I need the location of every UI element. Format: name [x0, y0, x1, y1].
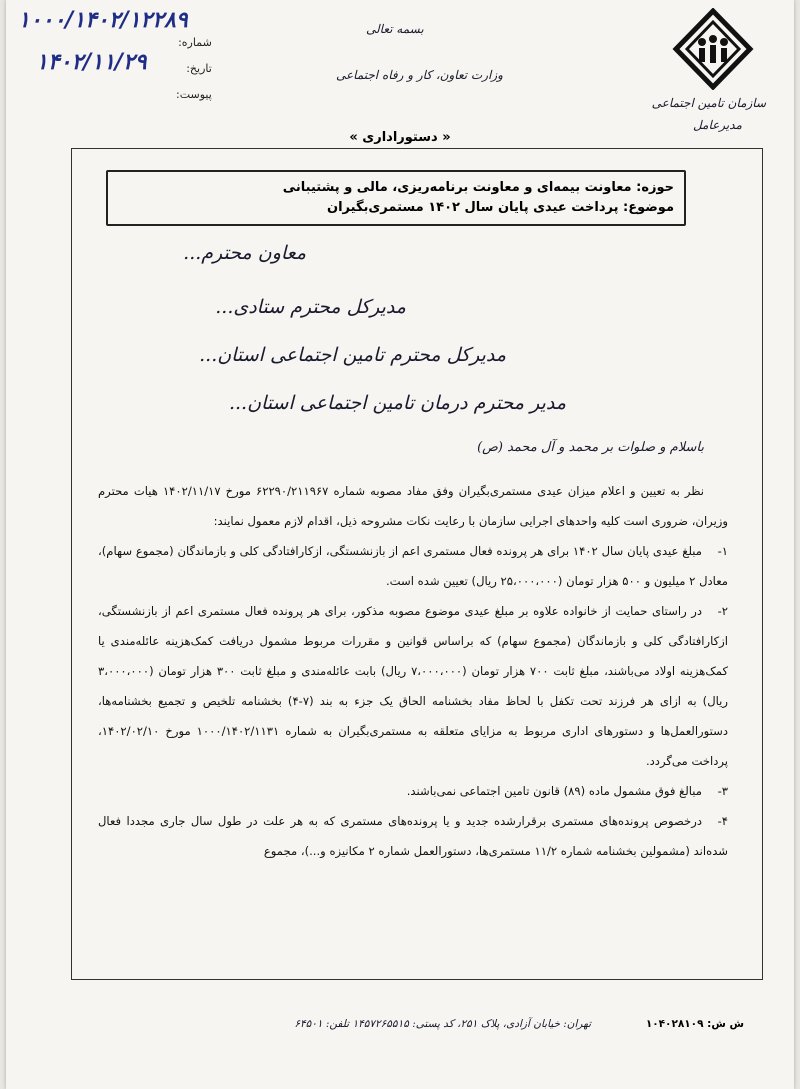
item-text: مبلغ عیدی پایان سال ۱۴۰۲ برای هر پرونده فعال مستمری اعم از بازنشستگی، ازکارافتادگی کلی و بازماندگان (مجموع سهام)، معادل ۲ میلیون و ۵۰۰ هزار تومان (۲۵،۰۰۰،۰۰۰ ریال) تعیین شده است. — [98, 544, 728, 588]
social-security-logo-icon — [672, 8, 754, 90]
item-number: ۴- — [717, 814, 728, 828]
bismillah: بسمه تعالی — [366, 22, 424, 36]
addressee-hq-director: مدیرکل محترم ستادی... — [215, 296, 406, 318]
org-role: مدیرعامل — [692, 118, 742, 132]
number-label: شماره: — [178, 36, 212, 49]
date-label: تاریخ: — [186, 62, 212, 75]
document-page — [6, 0, 794, 1089]
attachment-label: پیوست: — [176, 88, 212, 101]
list-item — [98, 806, 728, 866]
meta-labels — [176, 30, 212, 108]
addressee-deputy: معاون محترم... — [183, 242, 306, 264]
item-number: ۱- — [717, 544, 728, 558]
list-item — [98, 536, 728, 596]
subject-area: حوزه: معاونت بیمه‌ای و معاونت برنامه‌ریزی، مالی و پشتیبانی — [282, 180, 674, 195]
intro-paragraph: نظر به تعیین و اعلام میزان عیدی مستمری‌بگیران وفق مفاد مصوبه شماره ۶۲۲۹۰/۲۱۱۹۶۷ مورخ ۱۴۰۲/۱۱/۱۷ هیات محترم وزیران، ضروری است کلیه واحدهای اجرایی سازمان با رعایت نکات مشروحه ذیل، اقدام لازم معمول نمایند: — [98, 484, 728, 528]
letter-body — [98, 476, 728, 866]
addressee-province-director: مدیرکل محترم تامین اجتماعی استان... — [199, 344, 506, 366]
org-name: سازمان تامین اجتماعی — [651, 96, 766, 110]
item-text: درخصوص پرونده‌های مستمری برقرارشده جدید و یا پرونده‌های مستمری که به هر علت در طول سال جاری مجددا فعال شده‌اند (مشمولین بخشنامه شماره ۱۱/۲ مستمری‌ها، دستورالعمل شماره ۲ مکانیزه و...)، مجموع — [98, 814, 728, 858]
footer-doc-id: ش ش: ۱۰۴۰۲۸۱۰۹ — [645, 1018, 744, 1030]
list-item — [98, 776, 728, 806]
subject-box — [106, 170, 686, 226]
item-text: مبالغ فوق مشمول ماده (۸۹) قانون تامین اجتماعی نمی‌باشند. — [406, 784, 702, 798]
addressee-treatment-director: مدیر محترم درمان تامین اجتماعی استان... — [228, 392, 566, 414]
item-number: ۲- — [717, 604, 728, 618]
ministry-name: وزارت تعاون، کار و رفاه اجتماعی — [336, 68, 503, 82]
order-title: « دستوراداری » — [349, 130, 451, 145]
subject-topic: موضوع: پرداخت عیدی پایان سال ۱۴۰۲ مستمری‌بگیران — [327, 200, 674, 215]
handwritten-number: ۱۰۰۰/۱۴۰۲/۱۲۲۸۹ — [18, 8, 188, 33]
list-item — [98, 596, 728, 776]
item-number: ۳- — [717, 784, 728, 798]
item-text: در راستای حمایت از خانواده علاوه بر مبلغ عیدی موضوع مصوبه مذکور، برای هر پرونده فعال مستمری اعم از بازنشستگی، ازکارافتادگی کلی و بازماندگان (مجموع سهام) که براساس قوانین و مقررات مربوط مشمول دریافت کمک‌هزینه عائله‌مندی یا کمک‌هزینه اولاد می‌باشند، مبلغ ثابت ۷۰۰ هزار تومان (۷،۰۰۰،۰۰۰ ریال) بابت عائله‌مندی و مبلغ ثابت ۳۰۰ هزار تومان (۳،۰۰۰،۰۰۰ ریال) به ازای هر فرزند تحت تکفل با لحاظ مفاد بخشنامه الحاق یک جزء به بند (۷-۴) بخشنامه تلخیص و تجمیع بخشنامه‌ها، دستورالعمل‌ها و دستورهای اداری مربوط به مزایای متعلقه به مستمری‌بگیران به شماره ۱۰۰۰/۱۴۰۲/۱۱۳۱ مورخ ۱۴۰۲/۰۲/۱۰، پرداخت می‌گردد. — [98, 604, 729, 768]
footer-address: تهران: خیابان آزادی، پلاک ۲۵۱، کد پستی: ۱۴۵۷۲۶۵۵۱۵ تلفن: ۶۴۵۰۱ — [294, 1018, 591, 1030]
handwritten-date: ۱۴۰۲/۱۱/۲۹ — [36, 50, 147, 75]
salutation: باسلام و صلوات بر محمد و آل محمد (ص) — [477, 440, 704, 455]
